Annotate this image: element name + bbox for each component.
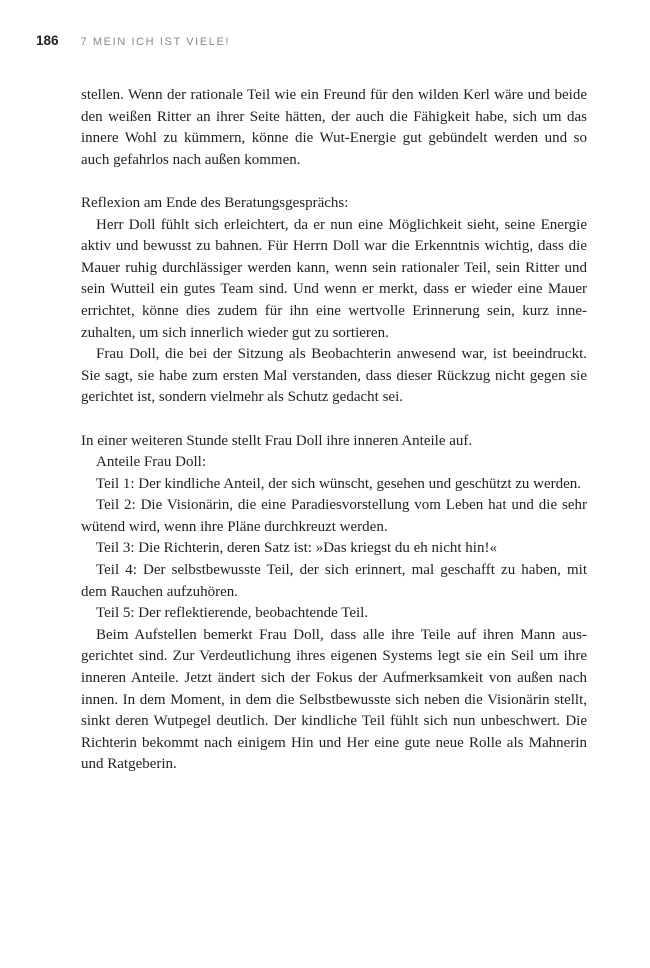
paragraph: stellen. Wenn der rationale Teil wie ein Freund für den wilden Kerl wäre und beide den weißen Ritter an ihrer Seite hätten, der auch die Fähigkeit habe, sich um das innere Wohl zu kümmern, könne die Wut-Energie gut gebündelt werden und so auch gefahrlos nach außen kommen. — [81, 87, 587, 168]
page-header — [36, 33, 230, 48]
paragraph: Reflexion am Ende des Beratungsgesprächs: — [81, 194, 349, 211]
paragraph: Frau Doll, die bei der Sitzung als Beobachterin anwesend war, ist beeindruckt. Sie sagt, sie habe zum ersten Mal verstanden, dass dieser Rückzug nicht gegen sie gerichtet ist, sondern vielmehr als Schutz gedacht sei. — [81, 346, 587, 406]
body-text — [81, 85, 587, 776]
paragraph: In einer weiteren Stunde stellt Frau Doll ihre inneren Anteile auf. — [81, 432, 473, 449]
paragraph: Anteile Frau Doll: — [96, 454, 206, 471]
paragraph: Herr Doll fühlt sich erleichtert, da er nun eine Möglichkeit sieht, seine Energie aktiv und bewusst zu bahnen. Für Herrn Doll war die Erkenntnis wichtig, dass die Mauer ruhig durchlässiger werden kann, wenn sein rationaler Teil, sein Ritter und sein Wutteil ein gutes Team sind. Und wenn er merkt, dass er wieder eine Mauer errichtet, könne dies zudem für ihn eine wertvolle Erinnerung sein, kurz innezuhalten, um sich innerlich wieder gut zu sortieren. — [81, 216, 587, 341]
paragraph: Beim Aufstellen bemerkt Frau Doll, dass alle ihre Teile auf ihren Mann ausgerichtet sind. Zur Verdeutlichung ihres eigenen Systems legt sie ein Seil um ihre inneren Anteile. Jetzt ändert sich der Fokus der Aufmerksamkeit von außen nach innen. In dem Moment, in dem die Selbstbewusste sich neben die Visionärin stellt, sinkt deren Wutpegel deutlich. Der kindliche Teil fühlt sich nun unbeschwert. Die Richterin bekommt nach einigem Hin und Her eine gute neue Rolle als Mahnerin und Ratgeberin. — [81, 626, 587, 773]
paragraph: Teil 3: Die Richterin, deren Satz ist: »Das kriegst du eh nicht hin!« — [96, 540, 497, 557]
running-title: 7 MEIN ICH IST VIELE! — [80, 36, 231, 48]
paragraph: Teil 4: Der selbstbewusste Teil, der sich erinnert, mal geschafft zu haben, mit dem Rauchen aufzuhören. — [81, 562, 587, 600]
paragraph: Teil 5: Der reflektierende, beobachtende Teil. — [96, 605, 369, 622]
paragraph: Teil 2: Die Visionärin, die eine Paradiesvorstellung vom Leben hat und die sehr wütend wird, wenn ihre Pläne durchkreuzt werden. — [81, 497, 587, 535]
paragraph: Teil 1: Der kindliche Anteil, der sich wünscht, gesehen und geschützt zu werden. — [96, 475, 582, 492]
page-number: 186 — [36, 33, 59, 48]
